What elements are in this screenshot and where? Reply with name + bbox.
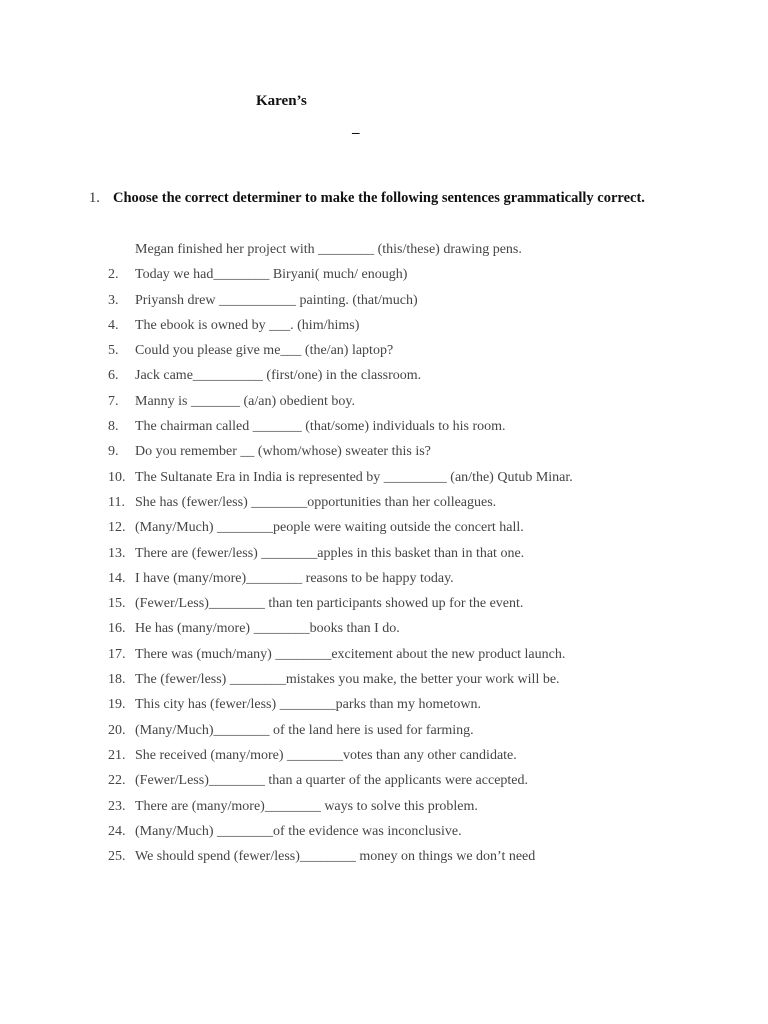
question-number: 1.	[89, 190, 100, 206]
exercise-number: 18.	[108, 672, 126, 688]
exercise-text: Priyansh drew ___________ painting. (that/much)	[135, 292, 418, 308]
exercise-number: 9.	[108, 444, 119, 460]
exercise-text: There are (many/more)________ ways to solve this problem.	[135, 798, 478, 814]
exercise-text: This city has (fewer/less) ________parks than my hometown.	[135, 697, 482, 713]
exercise-number: 14.	[108, 570, 126, 586]
exercise-item	[108, 619, 573, 644]
exercise-text: The (fewer/less) ________mistakes you make, the better your work will be.	[135, 672, 560, 688]
question-instruction	[89, 190, 645, 207]
exercise-item	[108, 468, 573, 493]
exercise-text: The chairman called _______ (that/some) individuals to his room.	[135, 419, 506, 435]
exercise-text: Jack came__________ (first/one) in the classroom.	[135, 368, 422, 384]
exercise-item	[108, 341, 573, 366]
exercise-number: 8.	[108, 419, 119, 435]
exercise-number: 12.	[108, 520, 126, 536]
exercise-item	[108, 442, 573, 467]
exercise-text: She received (many/more) ________votes than any other candidate.	[135, 747, 517, 763]
exercise-item	[108, 544, 573, 569]
exercise-item	[108, 291, 573, 316]
exercise-number: 16.	[108, 621, 126, 637]
exercise-text: She has (fewer/less) ________opportunities than her colleagues.	[135, 494, 497, 510]
exercise-item	[108, 417, 573, 442]
exercise-item	[108, 240, 573, 265]
exercise-number: 13.	[108, 545, 126, 561]
exercise-text: (Many/Much)________ of the land here is used for farming.	[135, 722, 474, 738]
exercise-text: Manny is _______ (a/an) obedient boy.	[135, 393, 355, 409]
exercise-number: 5.	[108, 343, 119, 359]
exercise-number: 17.	[108, 646, 126, 662]
exercise-item	[108, 518, 573, 543]
exercise-item	[108, 316, 573, 341]
exercise-number: 3.	[108, 292, 119, 308]
exercise-number: 7.	[108, 393, 119, 409]
exercise-text: (Many/Much) ________of the evidence was inconclusive.	[135, 823, 462, 839]
exercise-number: 10.	[108, 469, 126, 485]
exercise-text: Could you please give me___ (the/an) laptop?	[135, 343, 394, 359]
exercise-number: 11.	[108, 494, 125, 510]
exercise-number: 4.	[108, 317, 119, 333]
exercise-number: 15.	[108, 596, 126, 612]
exercise-item	[108, 645, 573, 670]
document-title: Karen’s	[256, 93, 307, 109]
exercise-number: 19.	[108, 697, 126, 713]
exercise-item	[108, 392, 573, 417]
exercise-item	[108, 569, 573, 594]
subtitle-dash: –	[352, 125, 360, 141]
exercise-number	[108, 240, 135, 265]
exercise-item	[108, 670, 573, 695]
exercise-item	[108, 695, 573, 720]
exercise-text: The ebook is owned by ___. (him/hims)	[135, 317, 360, 333]
exercise-number: 24.	[108, 823, 126, 839]
exercise-item	[108, 594, 573, 619]
exercise-item	[108, 746, 573, 771]
exercise-text: (Fewer/Less)________ than ten participants showed up for the event.	[135, 596, 524, 612]
exercise-number: 25.	[108, 849, 126, 865]
exercise-text: There are (fewer/less) ________apples in this basket than in that one.	[135, 545, 525, 561]
exercise-text: (Fewer/Less)________ than a quarter of the applicants were accepted.	[135, 773, 529, 789]
exercise-list	[108, 240, 573, 872]
exercise-item	[108, 847, 573, 872]
exercise-text: Do you remember __ (whom/whose) sweater this is?	[135, 444, 431, 460]
exercise-text: There was (much/many) ________excitement about the new product launch.	[135, 646, 566, 662]
question-text: Choose the correct determiner to make the following sentences grammatically correct.	[113, 190, 645, 206]
exercise-item	[108, 493, 573, 518]
exercise-item	[108, 771, 573, 796]
exercise-text: Today we had________ Biryani( much/ enough)	[135, 267, 408, 283]
exercise-text: He has (many/more) ________books than I do.	[135, 621, 400, 637]
exercise-item	[108, 721, 573, 746]
exercise-item	[108, 366, 573, 391]
exercise-text: I have (many/more)________ reasons to be happy today.	[135, 570, 454, 586]
exercise-text: The Sultanate Era in India is represented by _________ (an/the) Qutub Minar.	[135, 469, 573, 485]
exercise-number: 21.	[108, 747, 126, 763]
exercise-number: 23.	[108, 798, 126, 814]
exercise-number: 6.	[108, 368, 119, 384]
exercise-item	[108, 822, 573, 847]
exercise-number: 2.	[108, 267, 119, 283]
exercise-text: Megan finished her project with ________ (this/these) drawing pens.	[135, 242, 522, 257]
exercise-item	[108, 797, 573, 822]
exercise-text: (Many/Much) ________people were waiting outside the concert hall.	[135, 520, 524, 536]
exercise-text: We should spend (fewer/less)________ money on things we don’t need	[135, 849, 536, 865]
exercise-number: 20.	[108, 722, 126, 738]
exercise-item	[108, 265, 573, 290]
exercise-number: 22.	[108, 773, 126, 789]
